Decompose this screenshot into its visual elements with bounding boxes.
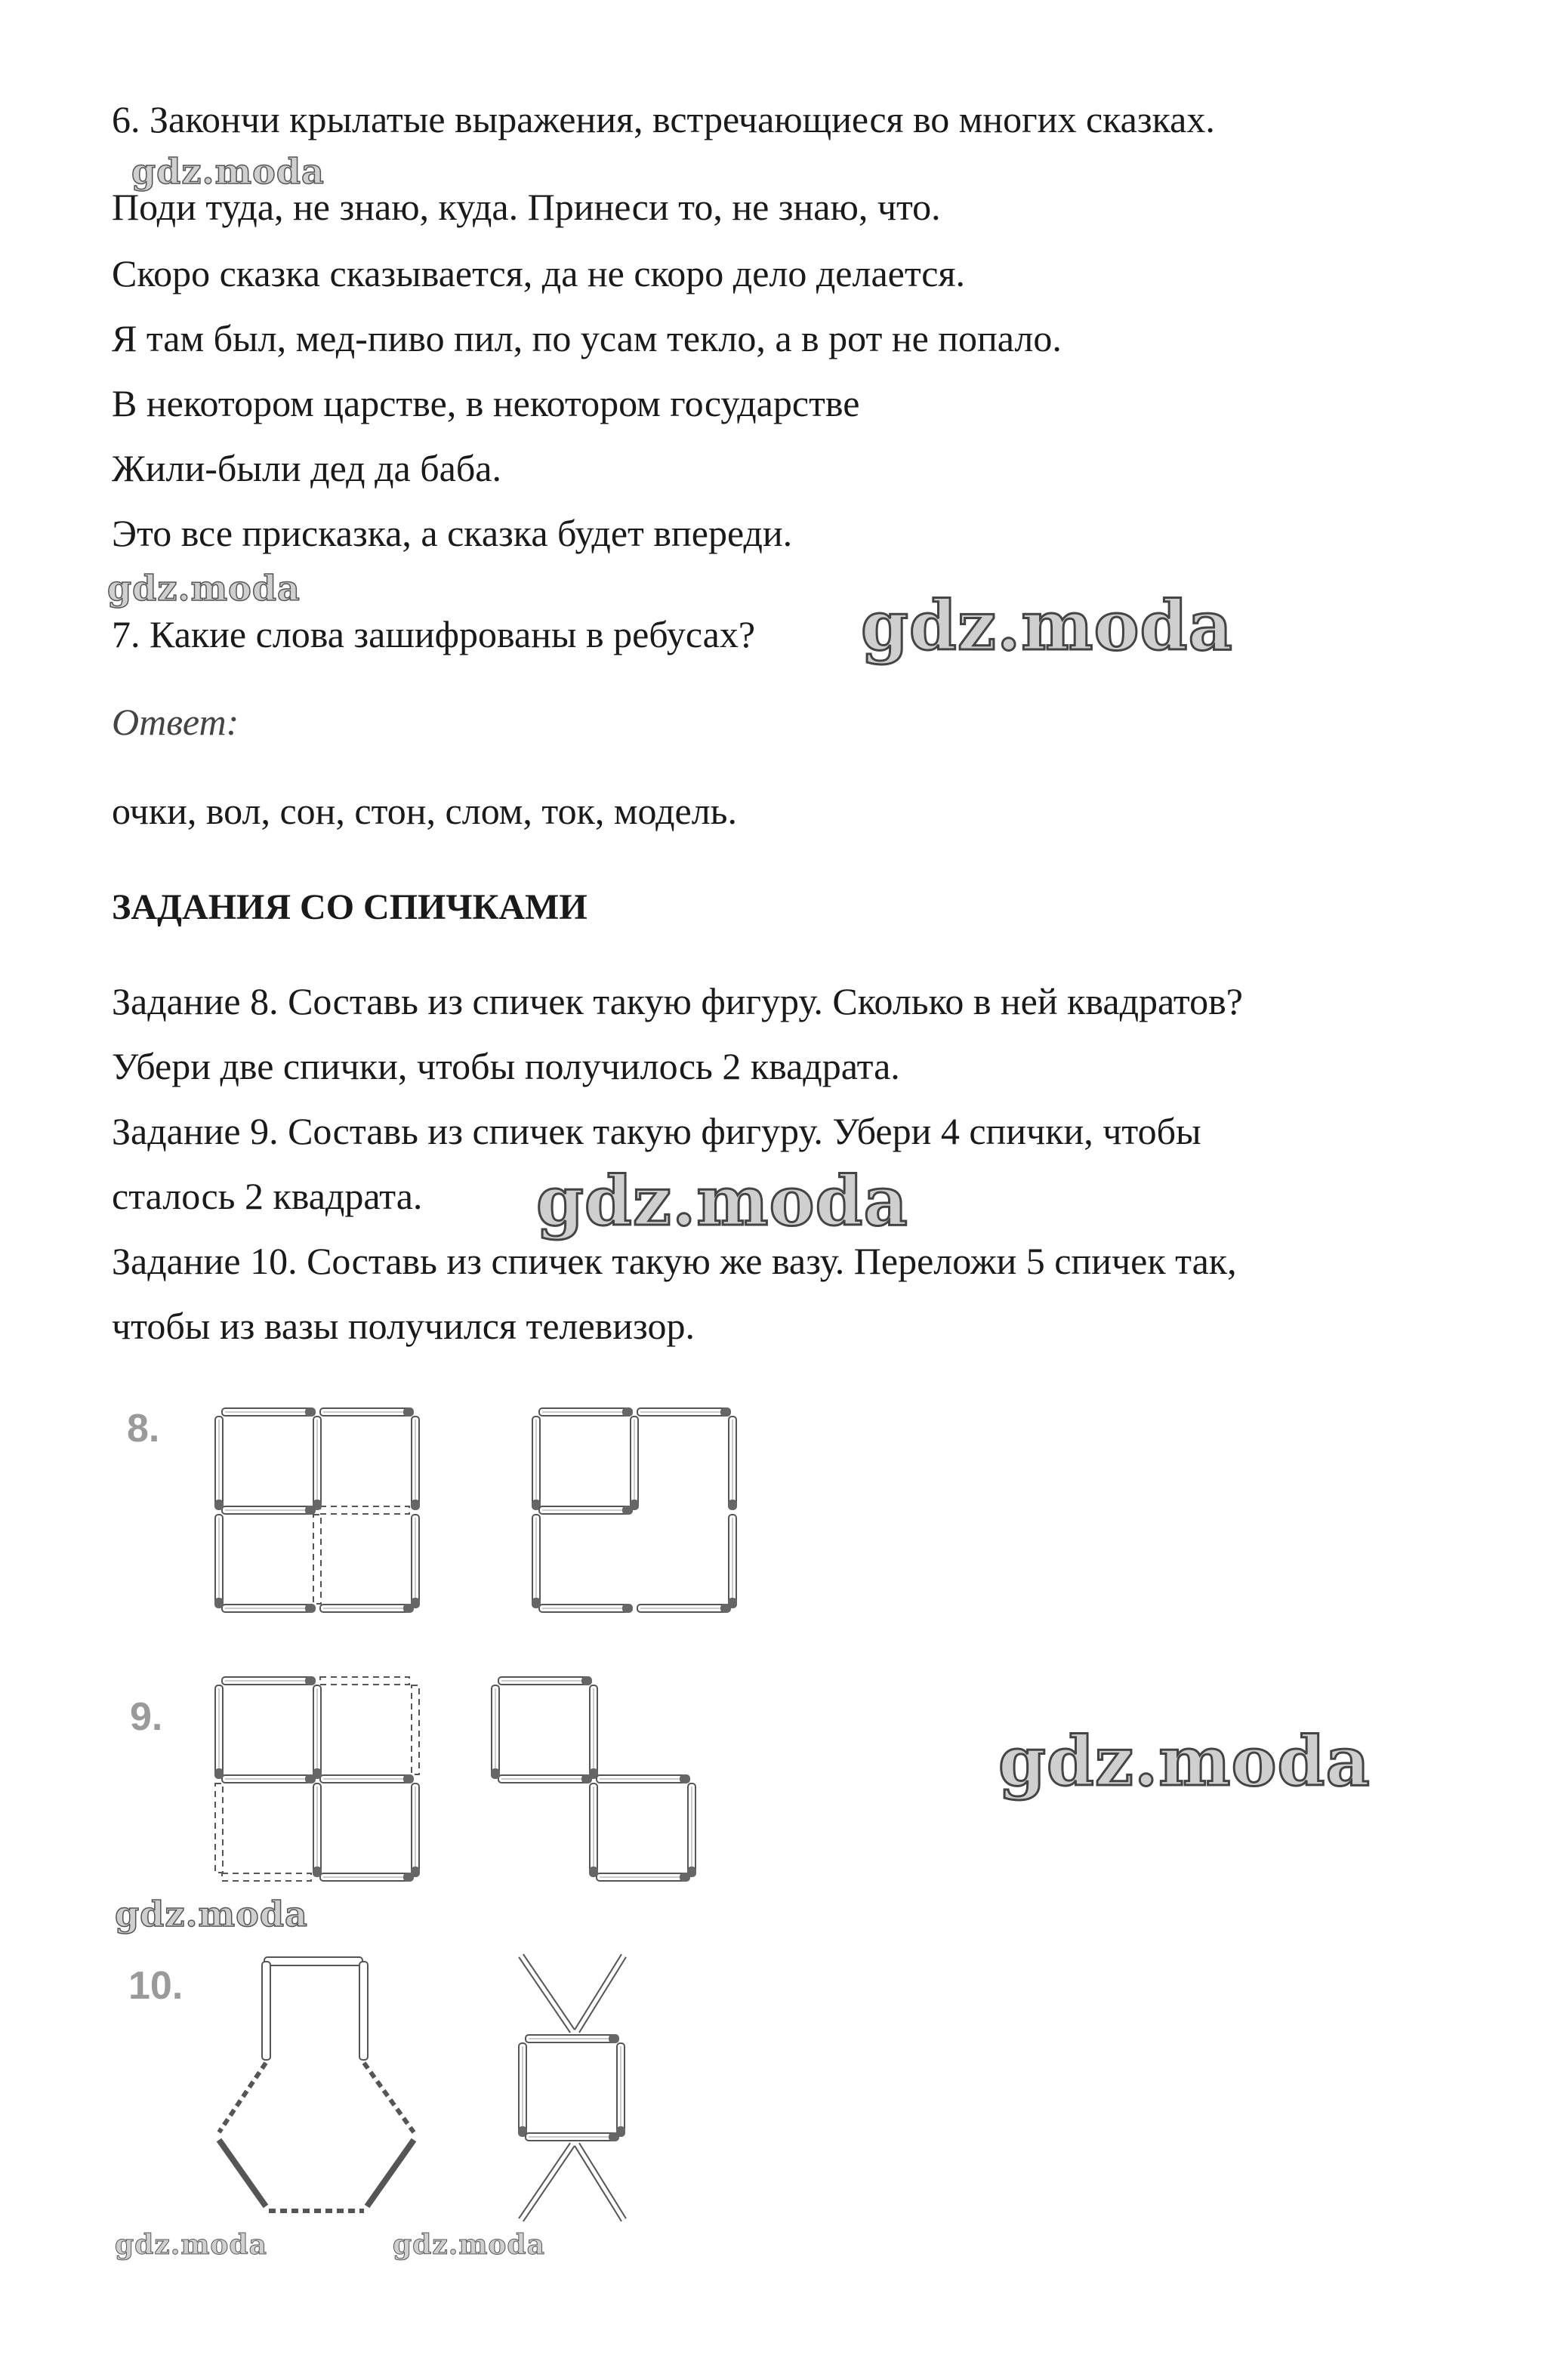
watermark: gdz.moda (115, 2229, 267, 2261)
watermark: gdz.moda (131, 151, 325, 192)
matches-section-title: ЗАДАНИЯ СО СПИЧКАМИ (112, 887, 588, 927)
task6-line-2: Скоро сказка сказывается, да не скоро дело делается. (112, 252, 965, 294)
figure-8-grid (214, 1407, 420, 1613)
figure-9-solution (491, 1676, 696, 1882)
matches-line-4: сталось 2 квадрата. (112, 1175, 423, 1217)
watermark: gdz.moda (107, 568, 301, 609)
watermark: gdz.moda (115, 1894, 308, 1935)
watermark: gdz.moda (536, 1161, 908, 1241)
figure-label-9: 9. (130, 1695, 163, 1739)
task6-heading: 6. Закончи крылатые выражения, встречающиеся во многих сказках. (112, 98, 1215, 140)
figure-10-vase (219, 1957, 414, 2211)
figure-label-8: 8. (127, 1407, 160, 1451)
figure-label-10: 10. (128, 1964, 183, 2008)
figure-9-grid (214, 1676, 420, 1882)
task6-line-5: Жили-были дед да баба. (112, 447, 501, 489)
task7-heading: 7. Какие слова зашифрованы в ребусах? (112, 613, 756, 655)
task6-line-3: Я там был, мед-пиво пил, по усам текло, а в рот не попало. (112, 317, 1062, 359)
matches-line-3: Задание 9. Составь из спичек такую фигуру. Убери 4 спички, чтобы (112, 1110, 1201, 1152)
watermark: gdz.moda (998, 1722, 1371, 1802)
watermark: gdz.moda (861, 586, 1233, 666)
task6-line-4: В некотором царстве, в некотором государстве (112, 382, 860, 424)
task7-answer-label: Ответ: (112, 701, 239, 743)
figure-10-tv (518, 1956, 625, 2220)
matches-line-6: чтобы из вазы получился телевизор. (112, 1305, 695, 1347)
figure-8-solution (532, 1407, 737, 1613)
task7-answer: очки, вол, сон, стон, слом, ток, модель. (112, 790, 737, 832)
matches-line-2: Убери две спички, чтобы получилось 2 квадрата. (112, 1045, 900, 1087)
watermark: gdz.moda (393, 2229, 545, 2261)
matches-line-1: Задание 8. Составь из спичек такую фигуру. Сколько в ней квадратов? (112, 980, 1243, 1022)
matches-line-5: Задание 10. Составь из спичек такую же вазу. Переложи 5 спичек так, (112, 1240, 1237, 1282)
task6-line-6: Это все присказка, а сказка будет впереди. (112, 512, 793, 554)
task6-line-1: Поди туда, не знаю, куда. Принеси то, не знаю, что. (112, 186, 941, 228)
